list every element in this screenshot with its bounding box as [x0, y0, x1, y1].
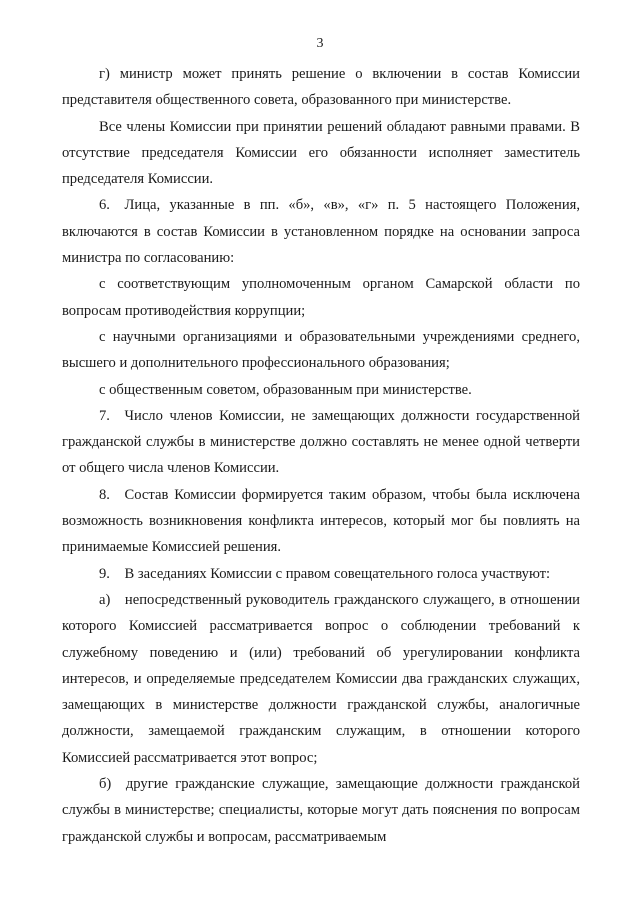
paragraph-equal-rights: Все члены Комиссии при принятии решений обладают равными правами. В отсутствие председателя Комиссии его обязанности исполняет заместитель председателя Комиссии.: [62, 118, 580, 188]
paragraph-9a: а) непосредственный руководитель гражданского служащего, в отношении которого Комиссией рассматривается вопрос о соблюдении требований к служебному поведению и (или) требований об урегулировании конфликта интересов, и определяемые председателем Комиссии два гражданских служащих, замещающих в министерстве должности гражданской службы, аналогичные должности, замещаемой гражданским служащим, в отношении которого Комиссией рассматривается этот вопрос;: [62, 591, 580, 766]
paragraph-anticorruption-body: с соответствующим уполномоченным органом Самарской области по вопросам противодействия коррупции;: [62, 276, 580, 319]
paragraph-9b: б) другие гражданские служащие, замещающие должности гражданской службы в министерстве; специалисты, которые могут дать пояснения по вопросам гражданской службы и вопросам, рассматриваемым: [62, 776, 580, 845]
paragraph-item-g: г) министр может принять решение о включении в состав Комиссии представителя общественного совета, образованного при министерстве.: [62, 66, 580, 109]
paragraph-scientific-orgs: с научными организациями и образовательными учреждениями среднего, высшего и дополнительного профессионального образования;: [62, 328, 580, 372]
document-body: [62, 61, 580, 850]
paragraph-9: 9. В заседаниях Комиссии с правом совещательного голоса участвуют:: [99, 565, 551, 582]
paragraph-8: 8. Состав Комиссии формируется таким образом, чтобы была исключена возможность возникновения конфликта интересов, который мог бы повлиять на принимаемые Комиссией решения.: [62, 486, 580, 556]
paragraph-public-council: с общественным советом, образованным при министерстве.: [99, 381, 472, 398]
paragraph-6: 6. Лица, указанные в пп. «б», «в», «г» п. 5 настоящего Положения, включаются в состав Комиссии в установленном порядке на основании запроса министра по согласованию:: [62, 197, 580, 267]
page-number: 3: [316, 36, 324, 51]
paragraph-7: 7. Число членов Комиссии, не замещающих должности государственной гражданской службы в министерстве должно составлять не менее одной четверти от общего числа членов Комиссии.: [62, 407, 580, 477]
